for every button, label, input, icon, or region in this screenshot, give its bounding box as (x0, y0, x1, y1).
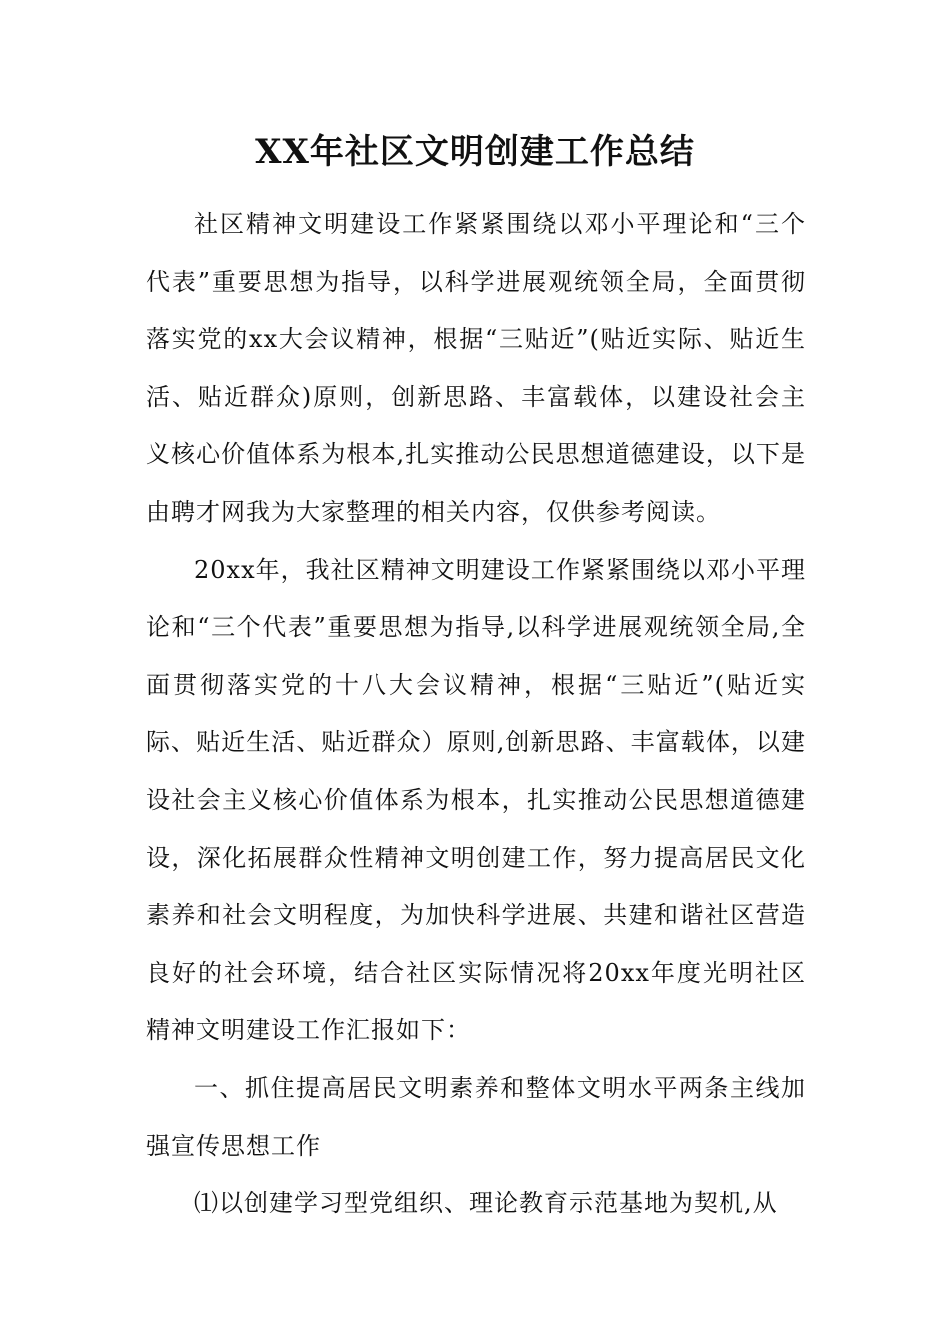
paragraph-summary: 20xx年，我社区精神文明建设工作紧紧围绕以邓小平理论和“三个代表”重要思想为指导,以科学进展观统领全局,全面贯彻落实党的十八大会议精神，根据“三贴近”(贴近实际、贴近生活、贴近群众）原则,创新思路、丰富载体，以建设社会主义核心价值体系为根本，扎实推动公民思想道德建设，深化拓展群众性精神文明创建工作，努力提高居民文化素养和社会文明程度，为加快科学进展、共建和谐社区营造良好的社会环境，结合社区实际情况将20xx年度光明社区精神文明建设工作汇报如下： (146, 555, 806, 1045)
section-heading-1: 一、抓住提高居民文明素养和整体文明水平两条主线加强宣传思想工作 (146, 1073, 806, 1160)
paragraph-item-1: ⑴以创建学习型党组织、理论教育示范基地为契机,从 (194, 1189, 778, 1218)
paragraph-intro: 社区精神文明建设工作紧紧围绕以邓小平理论和“三个代表”重要思想为指导，以科学进展观统领全局，全面贯彻落实党的xx大会议精神，根据“三贴近”(贴近实际、贴近生活、贴近群众)原则，创新思路、丰富载体，以建设社会主义核心价值体系为根本,扎实推动公民思想道德建设，以下是由聘才网我为大家整理的相关内容，仅供参考阅读。 (146, 210, 806, 526)
document-body (146, 196, 806, 1233)
document-title: XX年社区文明创建工作总结 (255, 132, 695, 172)
